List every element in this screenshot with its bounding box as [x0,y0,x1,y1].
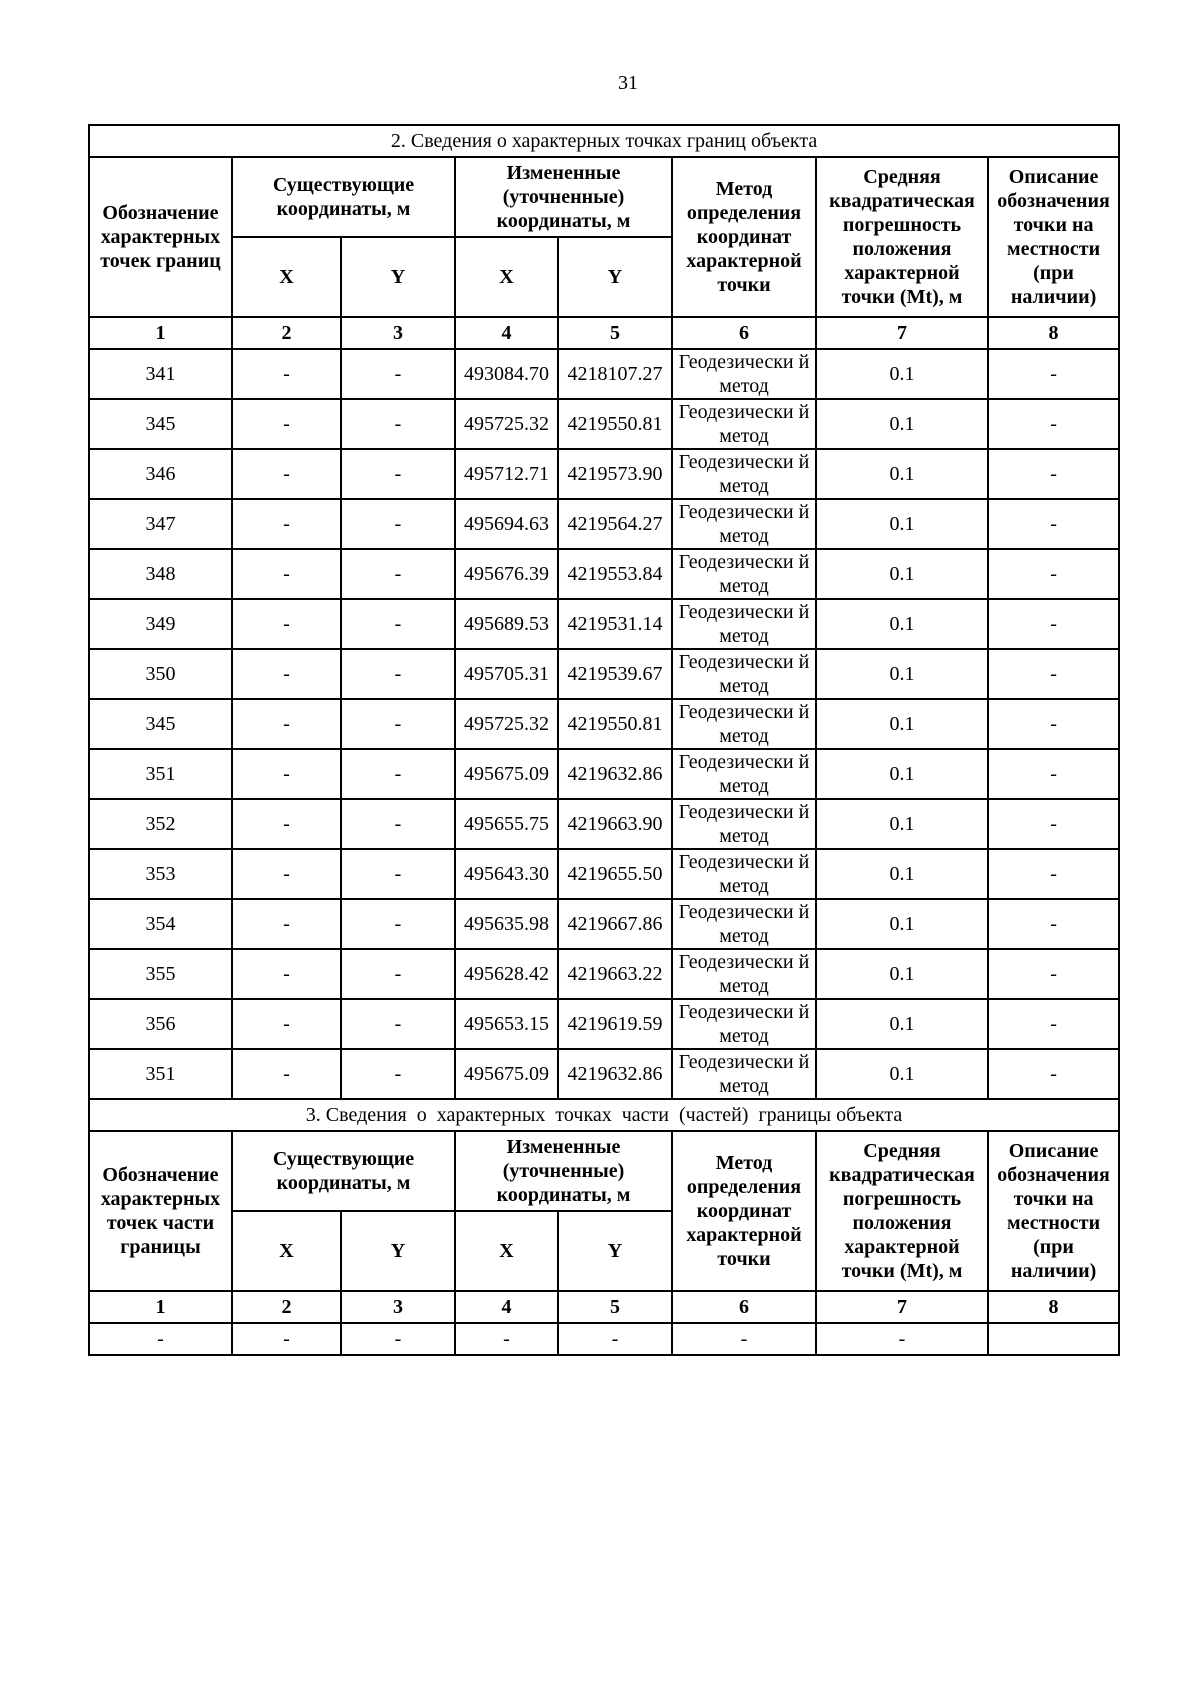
method-cell: Геодезически й метод [672,899,816,949]
point-id-cell: 354 [89,899,232,949]
column-number: 5 [558,317,672,349]
table-row [89,999,1119,1049]
header-error: Средняя квадратическая погрешность положения характерной точки (Mt), м [816,157,988,317]
y-coordinate-cell: 4219550.81 [558,399,672,449]
table-row [89,949,1119,999]
description-cell: - [988,799,1119,849]
description-cell: - [988,599,1119,649]
point-id-cell: - [89,1323,232,1355]
error-cell: 0.1 [816,499,988,549]
y-coordinate-cell: - [558,1323,672,1355]
column-number: 8 [988,317,1119,349]
existing-x-cell: - [232,899,341,949]
method-cell: Геодезически й метод [672,749,816,799]
header-description: Описание обозначения точки на местности (при наличии) [988,1131,1119,1291]
header-existing-y: Y [341,237,455,317]
method-cell: Геодезически й метод [672,499,816,549]
y-coordinate-cell: 4219619.59 [558,999,672,1049]
header-changed-y: Y [558,1211,672,1291]
existing-x-cell: - [232,499,341,549]
error-cell: 0.1 [816,399,988,449]
y-coordinate-cell: 4219667.86 [558,899,672,949]
description-cell: - [988,399,1119,449]
header-method: Метод определения координат характерной точки [672,1131,816,1291]
section2-title: 2. Сведения о характерных точках границ объекта [89,125,1119,157]
section3-title-row [89,1099,1119,1131]
existing-x-cell: - [232,699,341,749]
error-cell: 0.1 [816,849,988,899]
error-cell: 0.1 [816,699,988,749]
method-cell: - [672,1323,816,1355]
header-method: Метод определения координат характерной точки [672,157,816,317]
existing-x-cell: - [232,1323,341,1355]
table-row [89,899,1119,949]
existing-y-cell: - [341,449,455,499]
point-id-cell: 351 [89,1049,232,1099]
existing-x-cell: - [232,399,341,449]
method-cell: Геодезически й метод [672,649,816,699]
y-coordinate-cell: 4219539.67 [558,649,672,699]
description-cell: - [988,849,1119,899]
existing-y-cell: - [341,399,455,449]
existing-x-cell: - [232,1049,341,1099]
header-existing-x: X [232,1211,341,1291]
column-number: 7 [816,1291,988,1323]
description-cell: - [988,499,1119,549]
column-number: 2 [232,1291,341,1323]
description-cell: - [988,649,1119,699]
page-number: 31 [618,72,638,94]
y-coordinate-cell: 4219655.50 [558,849,672,899]
method-cell: Геодезически й метод [672,449,816,499]
point-id-cell: 351 [89,749,232,799]
description-cell [988,1323,1119,1355]
error-cell: 0.1 [816,349,988,399]
section3-title: 3. Сведения о характерных точках части (частей) границы объекта [89,1099,1119,1131]
existing-y-cell: - [341,1049,455,1099]
existing-x-cell: - [232,349,341,399]
existing-y-cell: - [341,549,455,599]
description-cell: - [988,999,1119,1049]
column-number: 3 [341,1291,455,1323]
existing-x-cell: - [232,799,341,849]
column-number: 1 [89,1291,232,1323]
column-number: 7 [816,317,988,349]
x-coordinate-cell: 495675.09 [455,749,558,799]
error-cell: 0.1 [816,1049,988,1099]
description-cell: - [988,699,1119,749]
header-changed-x: X [455,237,558,317]
column-number: 4 [455,1291,558,1323]
existing-y-cell: - [341,599,455,649]
y-coordinate-cell: 4219663.22 [558,949,672,999]
existing-x-cell: - [232,549,341,599]
error-cell: 0.1 [816,799,988,849]
table-row [89,799,1119,849]
description-cell: - [988,349,1119,399]
error-cell: 0.1 [816,749,988,799]
x-coordinate-cell: 495725.32 [455,699,558,749]
description-cell: - [988,1049,1119,1099]
description-cell: - [988,549,1119,599]
existing-x-cell: - [232,449,341,499]
x-coordinate-cell: 495705.31 [455,649,558,699]
header-existing: Существующие координаты, м [232,1131,455,1211]
existing-y-cell: - [341,899,455,949]
column-number: 5 [558,1291,672,1323]
header-changed-y: Y [558,237,672,317]
existing-y-cell: - [341,949,455,999]
description-cell: - [988,749,1119,799]
method-cell: Геодезически й метод [672,599,816,649]
error-cell: 0.1 [816,449,988,499]
existing-y-cell: - [341,999,455,1049]
section3-column-numbers [89,1291,1119,1323]
existing-x-cell: - [232,599,341,649]
method-cell: Геодезически й метод [672,799,816,849]
method-cell: Геодезически й метод [672,699,816,749]
existing-x-cell: - [232,949,341,999]
existing-x-cell: - [232,999,341,1049]
table-row [89,749,1119,799]
header-existing-x: X [232,237,341,317]
point-id-cell: 353 [89,849,232,899]
column-number: 3 [341,317,455,349]
y-coordinate-cell: 4219553.84 [558,549,672,599]
x-coordinate-cell: 493084.70 [455,349,558,399]
error-cell: 0.1 [816,949,988,999]
method-cell: Геодезически й метод [672,949,816,999]
existing-y-cell: - [341,849,455,899]
method-cell: Геодезически й метод [672,549,816,599]
y-coordinate-cell: 4218107.27 [558,349,672,399]
table-row [89,599,1119,649]
x-coordinate-cell: 495676.39 [455,549,558,599]
error-cell: 0.1 [816,599,988,649]
header-description: Описание обозначения точки на местности (при наличии) [988,157,1119,317]
y-coordinate-cell: 4219632.86 [558,749,672,799]
table-row [89,399,1119,449]
section3-header-row [89,1131,1119,1211]
table-row [89,649,1119,699]
point-id-cell: 346 [89,449,232,499]
header-designation: Обозначение характерных точек части границы [89,1131,232,1291]
point-id-cell: 352 [89,799,232,849]
point-id-cell: 348 [89,549,232,599]
method-cell: Геодезически й метод [672,399,816,449]
header-changed: Измененные (уточненные) координаты, м [455,157,672,237]
point-id-cell: 345 [89,399,232,449]
column-number: 2 [232,317,341,349]
header-error: Средняя квадратическая погрешность положения характерной точки (Mt), м [816,1131,988,1291]
column-number: 6 [672,317,816,349]
method-cell: Геодезически й метод [672,349,816,399]
y-coordinate-cell: 4219632.86 [558,1049,672,1099]
section2-column-numbers [89,317,1119,349]
x-coordinate-cell: 495628.42 [455,949,558,999]
error-cell: 0.1 [816,649,988,699]
x-coordinate-cell: 495689.53 [455,599,558,649]
x-coordinate-cell: 495635.98 [455,899,558,949]
existing-x-cell: - [232,649,341,699]
x-coordinate-cell: 495725.32 [455,399,558,449]
section2-title-row [89,125,1119,157]
table-row [89,699,1119,749]
x-coordinate-cell: 495694.63 [455,499,558,549]
error-cell: 0.1 [816,999,988,1049]
x-coordinate-cell: 495653.15 [455,999,558,1049]
existing-y-cell: - [341,349,455,399]
x-coordinate-cell: 495655.75 [455,799,558,849]
y-coordinate-cell: 4219531.14 [558,599,672,649]
table-row [89,549,1119,599]
point-id-cell: 349 [89,599,232,649]
x-coordinate-cell: 495712.71 [455,449,558,499]
point-id-cell: 345 [89,699,232,749]
existing-y-cell: - [341,649,455,699]
section3-rows [89,1323,1119,1355]
table-row [89,499,1119,549]
existing-y-cell: - [341,499,455,549]
header-changed-x: X [455,1211,558,1291]
point-id-cell: 350 [89,649,232,699]
table-row [89,449,1119,499]
existing-y-cell: - [341,1323,455,1355]
existing-x-cell: - [232,749,341,799]
boundary-points-table [88,124,1120,1356]
existing-y-cell: - [341,749,455,799]
x-coordinate-cell: 495643.30 [455,849,558,899]
y-coordinate-cell: 4219550.81 [558,699,672,749]
existing-y-cell: - [341,699,455,749]
x-coordinate-cell: - [455,1323,558,1355]
column-number: 6 [672,1291,816,1323]
existing-y-cell: - [341,799,455,849]
existing-x-cell: - [232,849,341,899]
table-row [89,1323,1119,1355]
point-id-cell: 347 [89,499,232,549]
column-number: 1 [89,317,232,349]
section2-rows [89,349,1119,1099]
y-coordinate-cell: 4219573.90 [558,449,672,499]
section2-header-row [89,157,1119,237]
error-cell: - [816,1323,988,1355]
table-row [89,849,1119,899]
point-id-cell: 355 [89,949,232,999]
description-cell: - [988,949,1119,999]
point-id-cell: 356 [89,999,232,1049]
method-cell: Геодезически й метод [672,999,816,1049]
header-designation: Обозначение характерных точек границ [89,157,232,317]
description-cell: - [988,899,1119,949]
error-cell: 0.1 [816,549,988,599]
method-cell: Геодезически й метод [672,849,816,899]
y-coordinate-cell: 4219564.27 [558,499,672,549]
error-cell: 0.1 [816,899,988,949]
x-coordinate-cell: 495675.09 [455,1049,558,1099]
header-existing-y: Y [341,1211,455,1291]
header-changed: Измененные (уточненные) координаты, м [455,1131,672,1211]
column-number: 4 [455,317,558,349]
header-existing: Существующие координаты, м [232,157,455,237]
table-row [89,1049,1119,1099]
column-number: 8 [988,1291,1119,1323]
point-id-cell: 341 [89,349,232,399]
table-row [89,349,1119,399]
y-coordinate-cell: 4219663.90 [558,799,672,849]
description-cell: - [988,449,1119,499]
method-cell: Геодезически й метод [672,1049,816,1099]
